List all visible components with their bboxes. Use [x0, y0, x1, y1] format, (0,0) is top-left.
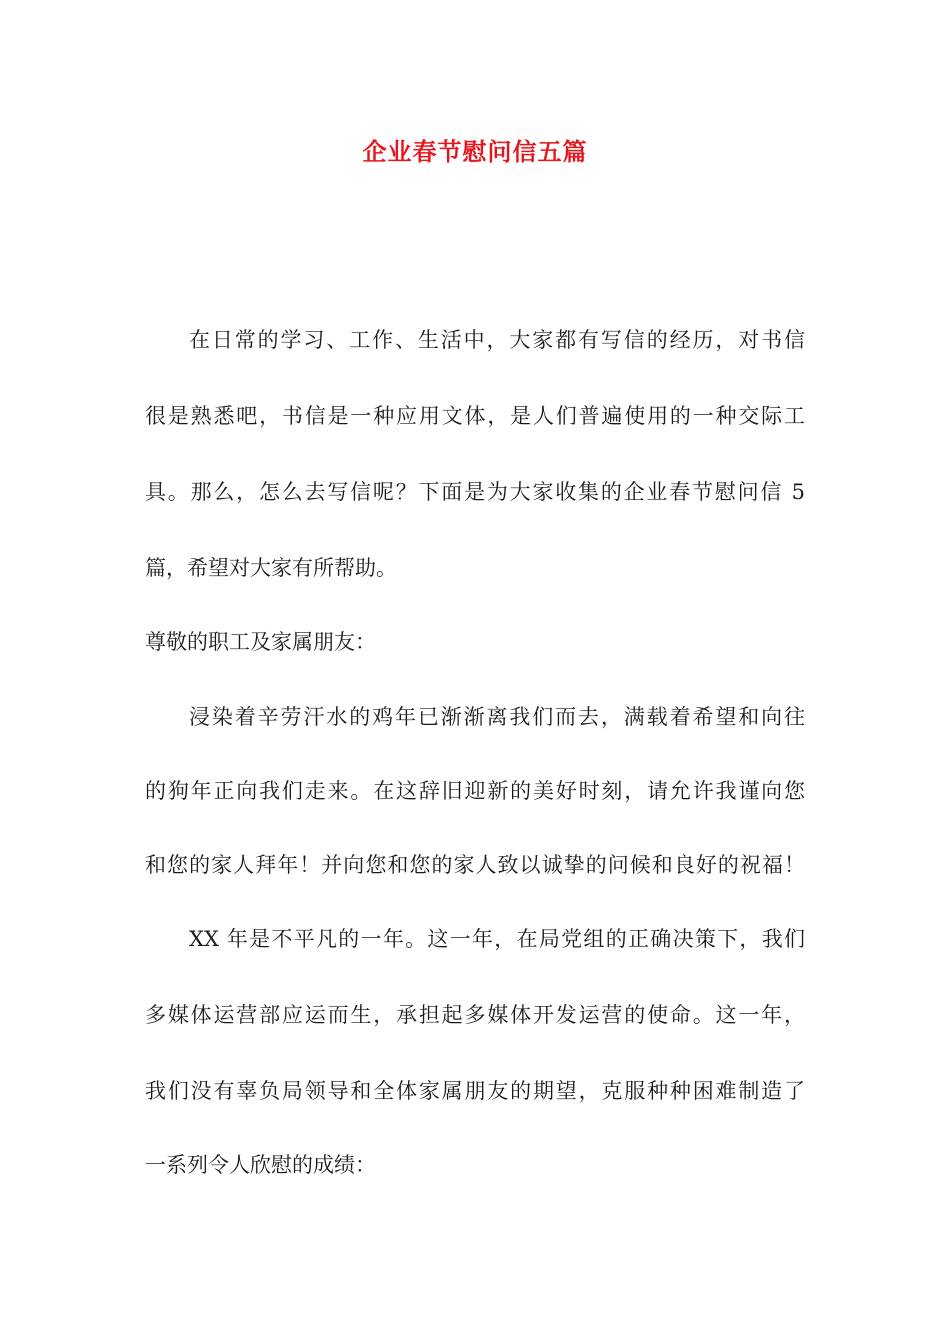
salutation-line: 尊敬的职工及家属朋友： — [145, 630, 376, 654]
paragraph-line: 篇，希望对大家有所帮助。 — [145, 556, 397, 580]
paragraph-line: 一系列令人欣慰的成绩： — [145, 1153, 376, 1177]
paragraph-line: 多媒体运营部应运而生，承担起多媒体开发运营的使命。这一年， — [145, 1003, 805, 1027]
document-title: 企业春节慰问信五篇 — [362, 137, 588, 166]
paragraph-line: 具。那么，怎么去写信呢？下面是为大家收集的企业春节慰问信 5 — [145, 480, 805, 504]
paragraph-line: 在日常的学习、工作、生活中，大家都有写信的经历，对书信 — [189, 328, 805, 352]
paragraph-line: 我们没有辜负局领导和全体家属朋友的期望，克服种种困难制造了 — [145, 1079, 805, 1103]
paragraph-line: 和您的家人拜年！并向您和您的家人致以诚挚的问候和良好的祝福！ — [145, 853, 805, 877]
paragraph-line: 浸染着辛劳汗水的鸡年已渐渐离我们而去，满载着希望和向往 — [189, 705, 805, 729]
paragraph-line: XX 年是不平凡的一年。这一年，在局党组的正确决策下，我们 — [189, 927, 805, 951]
paragraph-line: 很是熟悉吧，书信是一种应用文体，是人们普遍使用的一种交际工 — [145, 404, 805, 428]
paragraph-line: 的狗年正向我们走来。在这辞旧迎新的美好时刻，请允许我谨向您 — [145, 779, 805, 803]
